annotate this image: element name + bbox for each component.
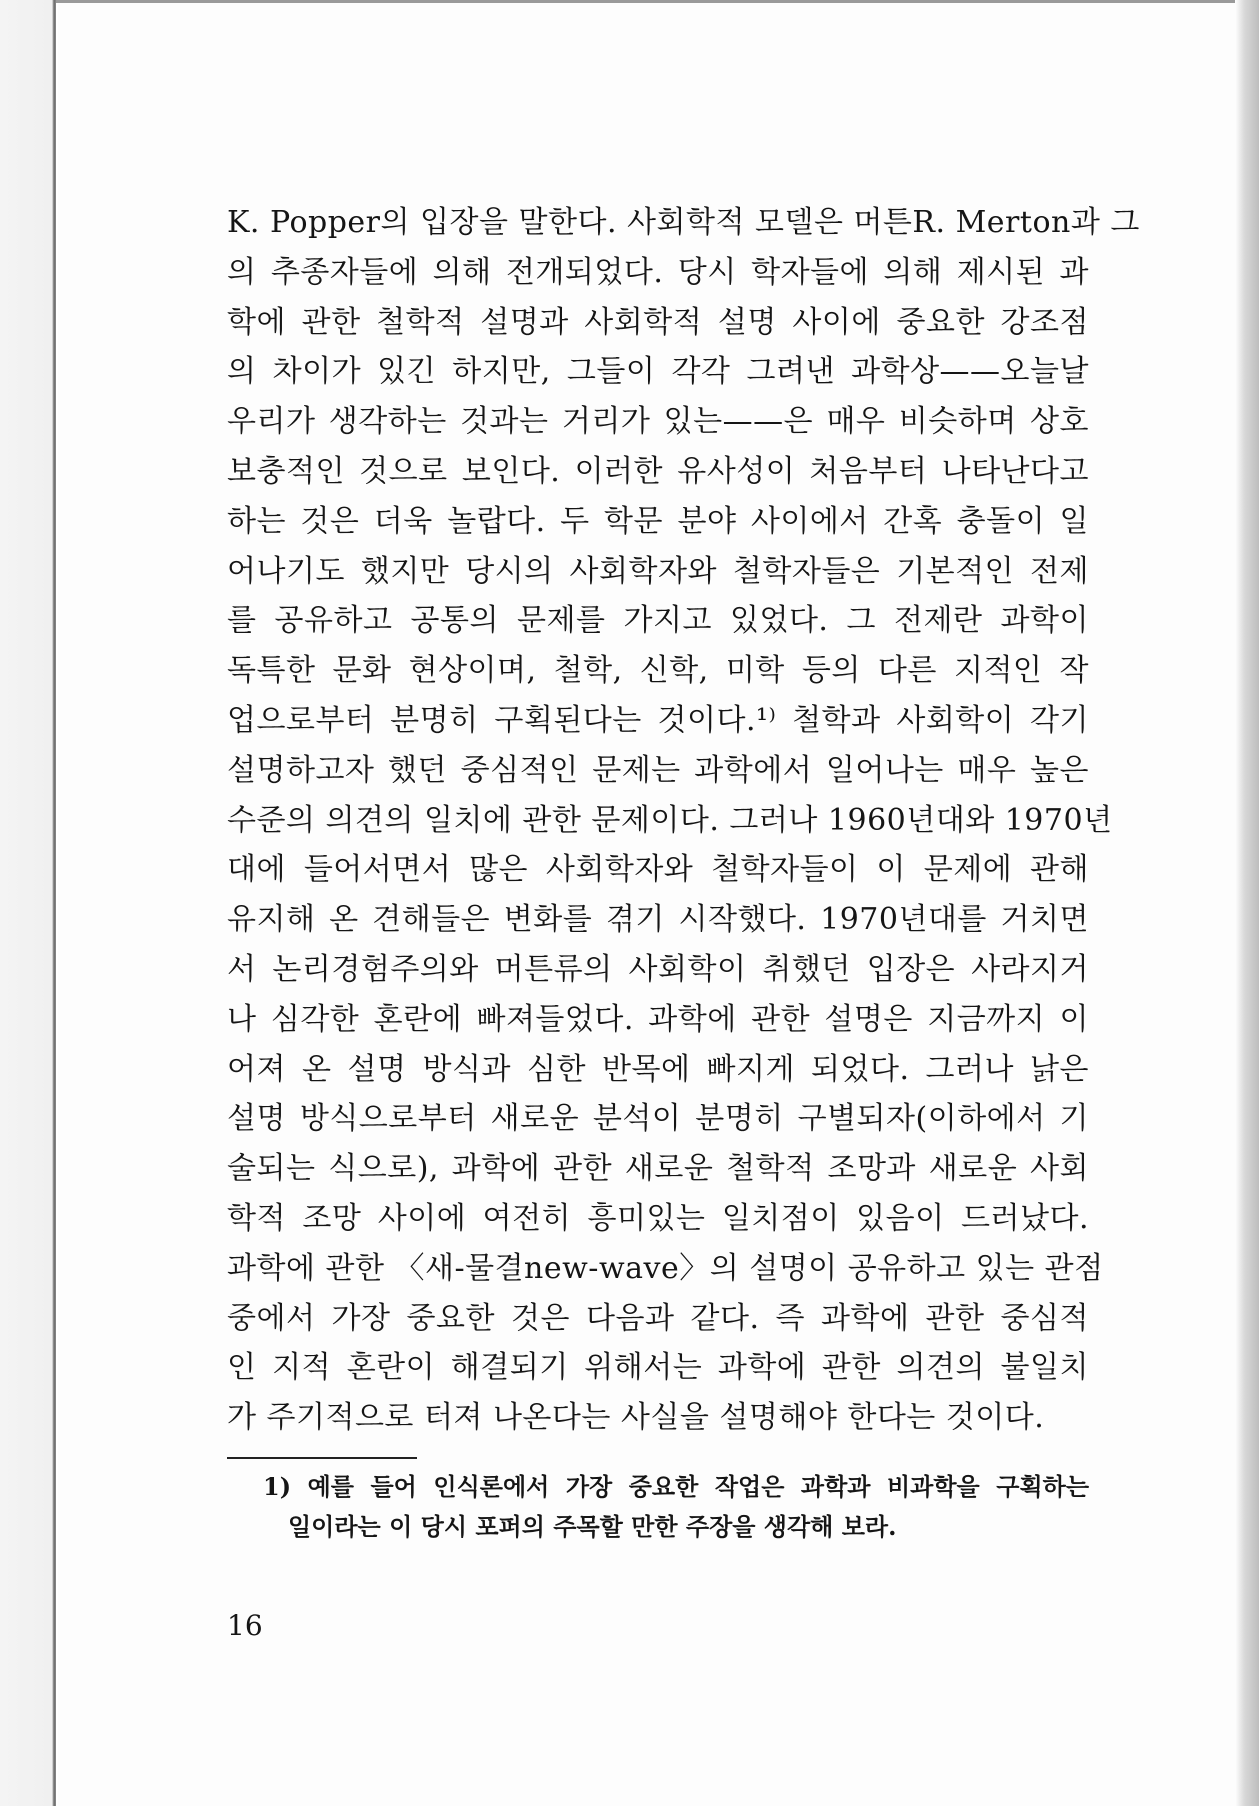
body-line: 학에 관한 철학적 설명과 사회학적 설명 사이에 중요한 강조점 [227, 304, 1089, 340]
body-line: 어나기도 했지만 당시의 사회학자와 철학자들은 기본적인 전제 [227, 553, 1089, 589]
body-line: 우리가 생각하는 것과는 거리가 있는——은 매우 비슷하며 상호 [227, 404, 1089, 440]
footnote-line: 1) 예를 들어 인식론에서 가장 중요한 작업은 과학과 비과학을 구획하는 [263, 1472, 1089, 1501]
body-line: 대에 들어서면서 많은 사회학자와 철학자들이 이 문제에 관해 [227, 852, 1089, 888]
body-line: K. Popper의 입장을 말한다. 사회학적 모델은 머튼R. Merton과 그 [227, 205, 1140, 240]
body-line: 의 추종자들에 의해 전개되었다. 당시 학자들에 의해 제시된 과 [227, 254, 1089, 290]
body-line: 보충적인 것으로 보인다. 이러한 유사성이 처음부터 나타난다고 [227, 453, 1089, 489]
body-line: 독특한 문화 현상이며, 철학, 신학, 미학 등의 다른 지적인 작 [227, 653, 1089, 689]
body-line: 인 지적 혼란이 해결되기 위해서는 과학에 관한 의견의 불일치 [227, 1350, 1089, 1386]
footnote [263, 1467, 1089, 1547]
page-left-edge [0, 0, 56, 1806]
body-line: 를 공유하고 공통의 문제를 가지고 있었다. 그 전제란 과학이 [227, 603, 1089, 639]
body-line: 의 차이가 있긴 하지만, 그들이 각각 그려낸 과학상——오늘날 [227, 354, 1089, 390]
body-line: 수준의 의견의 일치에 관한 문제이다. 그러나 1960년대와 1970년 [227, 802, 1113, 838]
page-right-shadow [1235, 0, 1259, 1806]
body-line: 가 주기적으로 터져 나온다는 사실을 설명해야 한다는 것이다. [227, 1400, 1045, 1436]
body-line: 업으로부터 분명히 구획된다는 것이다.¹⁾ 철학과 사회학이 각기 [227, 702, 1089, 738]
body-line: 나 심각한 혼란에 빠져들었다. 과학에 관한 설명은 지금까지 이 [227, 1001, 1089, 1037]
footnote-separator [227, 1457, 417, 1459]
body-line: 중에서 가장 중요한 것은 다음과 같다. 즉 과학에 관한 중심적 [227, 1300, 1089, 1336]
page-number: 16 [227, 1609, 263, 1642]
body-line: 학적 조망 사이에 여전히 흥미있는 일치점이 있음이 드러났다. [227, 1200, 1089, 1236]
body-text [227, 198, 1140, 1443]
body-line: 설명 방식으로부터 새로운 분석이 분명히 구별되자(이하에서 기 [227, 1101, 1089, 1137]
footnote-line: 일이라는 이 당시 포퍼의 주목할 만한 주장을 생각해 보라. [288, 1512, 897, 1541]
body-line: 유지해 온 견해들은 변화를 겪기 시작했다. 1970년대를 거치면 [227, 902, 1089, 938]
body-line: 어져 온 설명 방식과 심한 반목에 빠지게 되었다. 그러나 낡은 [227, 1051, 1089, 1087]
body-line: 술되는 식으로), 과학에 관한 새로운 철학적 조망과 새로운 사회 [227, 1151, 1089, 1187]
body-line: 설명하고자 했던 중심적인 문제는 과학에서 일어나는 매우 높은 [227, 752, 1089, 788]
body-line: 하는 것은 더욱 놀랍다. 두 학문 분야 사이에서 간혹 충돌이 일 [227, 503, 1089, 539]
body-line: 서 논리경험주의와 머튼류의 사회학이 취했던 입장은 사라지거 [227, 951, 1089, 987]
body-line: 과학에 관한 〈새-물결new-wave〉의 설명이 공유하고 있는 관점 [227, 1250, 1104, 1286]
